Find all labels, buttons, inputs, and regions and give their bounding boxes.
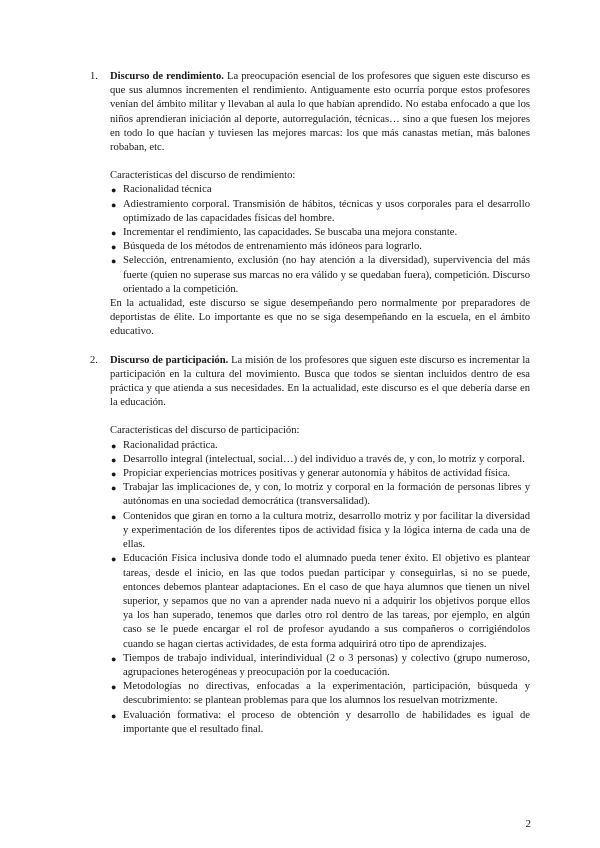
characteristics-list <box>110 439 530 737</box>
bullet-icon: ● <box>111 228 117 239</box>
list-item <box>110 709 530 737</box>
characteristics-list <box>110 183 530 297</box>
list-item-text: Racionalidad técnica <box>123 184 212 196</box>
list-item <box>110 198 530 226</box>
list-item-text: Evaluación formativa: el proceso de obtención y desarrollo de habilidades es igual de importante que el resultado final. <box>123 709 530 735</box>
bullet-icon: ● <box>111 653 117 664</box>
list-item-text: Educación Física inclusiva donde todo el alumnado pueda tener éxito. El objetivo es plantear tareas, desde el inicio, en las que todos puedan participar y conseguirlas, si no se puede, entonces debemos plantear adaptaciones. En el caso de que haya alumnos que tienen un nivel superior, y sepamos que no van a aprender nada nuevo ni a adquirir los objetivos porque ellos ya los han superado, tenemos que darles otro rol dentro de las tareas, por ejemplo, en algún caso se le puede encargar el rol de profesor ayudando a sus compañeros o corrigiéndolos cuando se hagan ciertas actividades, de esta forma adquirirá otro tipo de aprendizajes. <box>123 553 530 650</box>
page-number: 2 <box>525 818 531 830</box>
section-intro <box>110 354 530 411</box>
list-item-text: Contenidos que giran en torno a la cultura motriz, desarrollo motriz y por facilitar la diversidad y experimentación de los diferentes tipos de actividad física y la lógica interna de cada una de ellas. <box>123 510 530 551</box>
list-item-text: Incrementar el rendimiento, las capacidades. Se buscaba una mejora constante. <box>123 227 458 239</box>
section-rendimiento <box>90 70 530 340</box>
list-item-text: Desarrollo integral (intelectual, social…) del individuo a través de, y con, lo motriz y corporal. <box>123 453 525 465</box>
characteristics-heading: Características del discurso de participación: <box>110 425 300 437</box>
list-item-text: Tiempos de trabajo individual, interindividual (2 o 3 personas) y colectivo (grupo numeroso, agrupaciones heterogéneas y preocupación por la coeducación. <box>123 652 530 678</box>
list-item-text: Racionalidad práctica. <box>123 439 218 451</box>
bullet-icon: ● <box>111 469 117 480</box>
section-number: 1. <box>90 71 98 82</box>
list-item-text: Trabajar las implicaciones de, y con, lo motriz y corporal en la formación de personas libres y autónomas en una sociedad democrática (transversalidad). <box>123 482 530 508</box>
section-number: 2. <box>90 354 98 366</box>
list-item <box>110 680 530 708</box>
bullet-icon: ● <box>111 682 117 693</box>
bullet-icon: ● <box>111 242 117 253</box>
list-item-text: Metodologías no directivas, enfocadas a la experimentación, participación, búsqueda y descubrimiento: se plantean problemas para que los alumnos los resuelvan motrizmente. <box>123 681 530 707</box>
list-item <box>110 439 530 453</box>
list-item-text: Propiciar experiencias motrices positivas y generar autonomía y hábitos de actividad física. <box>123 468 511 480</box>
list-item <box>110 481 530 509</box>
section-closing: En la actualidad, este discurso se sigue desempeñando pero normalmente por preparadores de deportistas de élite. Lo importante es que no se siga desempeñando en la escuela, en el ámbito educativo. <box>110 298 530 338</box>
list-item <box>110 552 530 651</box>
section-title: Discurso de rendimiento. <box>110 71 224 82</box>
list-item <box>110 226 530 240</box>
section-participacion <box>90 354 530 737</box>
list-item-text: Adiestramiento corporal. Transmisión de hábitos, técnicas y usos corporales para el desarrollo optimizado de las capacidades físicas del hombre. <box>123 198 530 224</box>
document-page <box>90 70 530 737</box>
list-item-text: Búsqueda de los métodos de entrenamiento más idóneos para lograrlo. <box>123 241 422 253</box>
list-item <box>110 467 530 481</box>
list-item <box>110 254 530 297</box>
list-item <box>110 240 530 254</box>
bullet-icon: ● <box>111 710 117 721</box>
bullet-icon: ● <box>111 440 117 451</box>
section-intro-text: La misión de los profesores que siguen este discurso es incrementar la participación en la cultura del movimiento. Busca que todos se sientan incluidos dentro de esa práctica y que atienda a sus necesidades. En la actualidad, este discurso es el que debería darse en la educación. <box>110 354 530 409</box>
bullet-icon: ● <box>111 185 117 196</box>
section-title: Discurso de participación. <box>110 354 229 366</box>
list-item <box>110 652 530 680</box>
list-item <box>110 453 530 467</box>
characteristics-heading: Características del discurso de rendimiento: <box>110 170 296 182</box>
bullet-icon: ● <box>111 511 117 522</box>
bullet-icon: ● <box>111 256 117 267</box>
bullet-icon: ● <box>111 554 117 565</box>
list-item <box>110 510 530 553</box>
bullet-icon: ● <box>111 454 117 465</box>
bullet-icon: ● <box>111 483 117 494</box>
section-intro <box>110 70 530 155</box>
section-intro-text: La preocupación esencial de los profesores que siguen este discurso es que sus alumnos incrementen el rendimiento. Antiguamente esto ocurría porque estos profesores venían del ámbito militar y llevaban al aula lo que habían aprendido. No estaba enfocado a que los niños aprendieran iniciación al deporte, autorregulación, técnicas… sino a que fuesen los mejores en todo lo que hacían y tuviesen las mejores marcas: los que más canastas metían, más balones robaban, etc. <box>110 71 530 154</box>
list-item <box>110 183 530 197</box>
bullet-icon: ● <box>111 199 117 210</box>
list-item-text: Selección, entrenamiento, exclusión (no hay atención a la diversidad), supervivencia del más fuerte (quien no superase sus marcas no era válido y se quedaban fuera), competición. Discurso orientado a la competición. <box>123 255 530 295</box>
